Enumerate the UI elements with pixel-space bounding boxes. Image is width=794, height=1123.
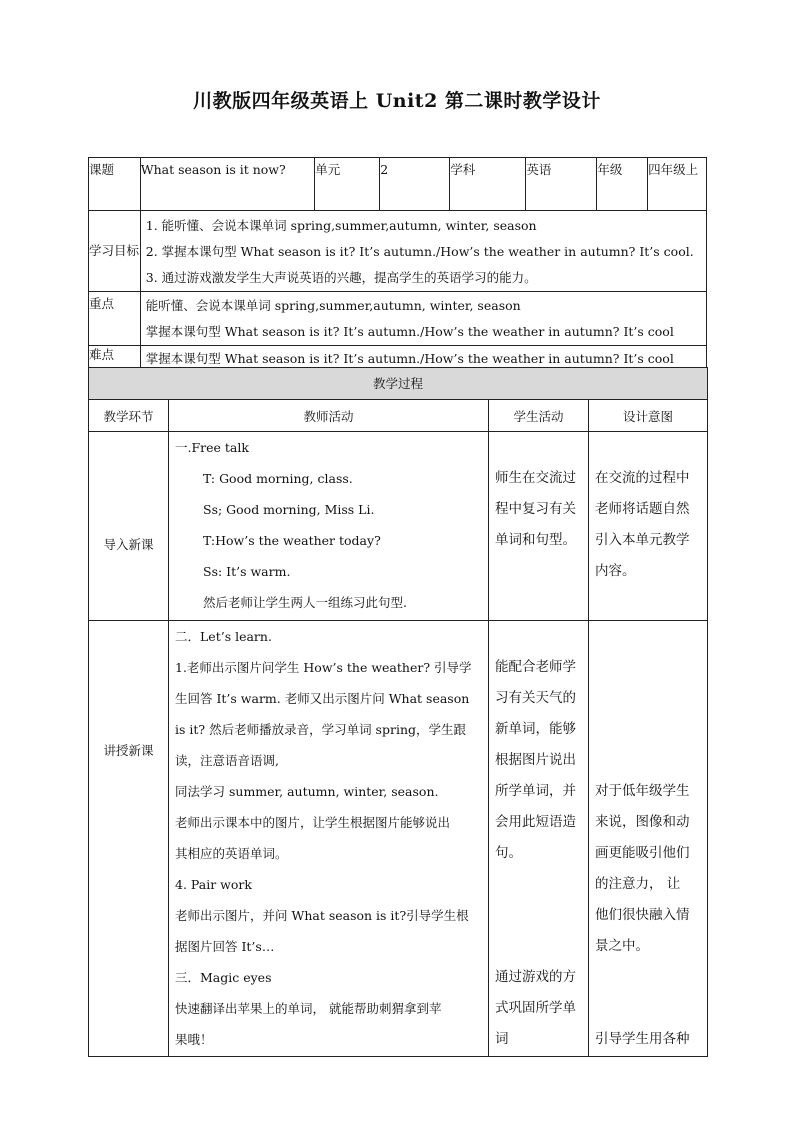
text-line: 同法学习 summer, autumn, winter, season. — [175, 784, 439, 799]
column-header: 教学环节 — [89, 400, 169, 432]
page-title: 川教版四年级英语上 Unit2 第二课时教学设计 — [193, 90, 601, 112]
text-line — [589, 745, 707, 776]
text-line — [589, 432, 707, 463]
student-activity — [489, 432, 589, 621]
goal-item: 2. 掌握本课句型 What season is it? It’s autumn./How’s the weather in autumn? It’s cool. — [145, 244, 694, 259]
text-line — [589, 652, 707, 683]
text-line: 师生在交流过 — [495, 470, 576, 486]
subject-label: 学科 — [450, 158, 526, 211]
text-line — [489, 621, 588, 652]
teacher-activity — [169, 432, 489, 621]
text-line: 其相应的英语单词。 — [175, 846, 288, 861]
text-line: Ss; Good morning, Miss Li. — [203, 502, 375, 517]
text-line: 引导学生用各种 — [595, 1031, 690, 1047]
text-line: 内容。 — [595, 563, 636, 579]
text-line: 词 — [495, 1031, 509, 1047]
process-header: 教学过程 — [89, 368, 708, 400]
topic-value: What season is it now? — [140, 158, 315, 211]
text-line: 引入本单元教学 — [595, 532, 690, 548]
text-line: 程中复习有关 — [495, 501, 576, 517]
key-points-label: 重点 — [89, 292, 141, 346]
text-line: 根据图片说出 — [495, 752, 576, 768]
text-line: 习有关天气的 — [495, 690, 576, 706]
table-row — [89, 432, 708, 621]
text-line — [489, 931, 588, 962]
difficulties-text: 掌握本课句型 What season is it? It’s autumn./How’s the weather in autumn? It’s cool — [145, 351, 674, 366]
text-line: 通过游戏的方 — [495, 969, 576, 985]
difficulties-label: 难点 — [89, 346, 141, 373]
text-line: 4. Pair work — [175, 877, 252, 892]
text-line: 式巩固所学单 — [495, 1000, 576, 1016]
text-line: 老师将话题自然 — [595, 501, 690, 517]
text-line: 1.老师出示图片问学生 How’s the weather? 引导学 — [175, 660, 472, 675]
design-intent — [589, 432, 708, 621]
text-line: 果哦！ — [175, 1032, 213, 1047]
subject-value: 英语 — [526, 158, 597, 211]
info-table — [88, 157, 707, 373]
text-line: 二．Let’s learn. — [175, 629, 272, 644]
text-line: 快速翻译出苹果上的单词， 就能帮助刺猬拿到苹 — [175, 1001, 442, 1016]
text-line: is it? 然后老师播放录音，学习单词 spring，学生跟 — [175, 722, 466, 737]
stage-cell: 导入新课 — [89, 432, 169, 621]
stage-cell: 讲授新课 — [89, 621, 169, 1057]
text-line — [489, 900, 588, 931]
column-header: 教师活动 — [169, 400, 489, 432]
text-line: T: Good morning, class. — [203, 471, 353, 486]
text-line: 来说，图像和动 — [595, 814, 690, 830]
table-row — [89, 621, 708, 1057]
column-header: 学生活动 — [489, 400, 589, 432]
text-line: 所学单词，并 — [495, 783, 576, 799]
text-line: 三．Magic eyes — [175, 970, 272, 985]
text-line: 老师出示课本中的图片，让学生根据图片能够说出 — [175, 815, 451, 830]
text-line: 单词和句型。 — [495, 532, 576, 548]
text-line: 据图片回答 It’s… — [175, 939, 275, 954]
text-line: 句。 — [495, 845, 522, 861]
text-line: 他们很快融入情 — [595, 907, 690, 923]
text-line: 生回答 It’s warm. 老师又出示图片问 What season — [175, 691, 470, 706]
text-line: 对于低年级学生 — [595, 783, 690, 799]
text-line — [589, 621, 707, 652]
text-line: 画更能吸引他们 — [595, 845, 690, 861]
design-intent — [589, 621, 708, 1057]
teacher-activity — [169, 621, 489, 1057]
topic-label: 课题 — [89, 158, 141, 211]
text-line: 新单词，能够 — [495, 721, 576, 737]
key-point-item: 能听懂、会说本课单词 spring,summer,autumn, winter, season — [145, 298, 521, 313]
unit-label: 单元 — [315, 158, 380, 211]
grade-value: 四年级上 — [648, 158, 707, 211]
text-line — [589, 962, 707, 993]
text-line: 在交流的过程中 — [595, 470, 690, 486]
goal-item: 3. 通过游戏激发学生大声说英语的兴趣，提高学生的英语学习的能力。 — [145, 270, 537, 285]
text-line: 然后老师让学生两人一组练习此句型. — [203, 595, 407, 610]
text-line: 景之中。 — [595, 938, 649, 954]
process-table — [88, 367, 708, 1057]
key-points-list — [140, 292, 706, 346]
text-line — [589, 993, 707, 1024]
text-line: 的注意力， 让 — [595, 876, 681, 892]
goal-item: 1. 能听懂、会说本课单词 spring,summer,autumn, winter, season — [145, 218, 537, 233]
text-line: 读，注意语音语调, — [175, 753, 279, 768]
unit-value: 2 — [380, 158, 450, 211]
text-line — [489, 869, 588, 900]
grade-label: 年级 — [597, 158, 648, 211]
text-line: 能配合老师学 — [495, 659, 576, 675]
text-line: T:How’s the weather today? — [203, 533, 381, 548]
student-activity — [489, 621, 589, 1057]
column-header: 设计意图 — [589, 400, 708, 432]
text-line — [489, 432, 588, 463]
text-line — [589, 683, 707, 714]
text-line: 会用此短语造 — [495, 814, 576, 830]
goals-label: 学习目标 — [89, 211, 141, 292]
text-line: 老师出示图片，并问 What season is it?引导学生根 — [175, 908, 469, 923]
text-line: 一.Free talk — [175, 440, 249, 455]
text-line — [589, 714, 707, 745]
goals-list — [140, 211, 706, 292]
text-line: Ss: It’s warm. — [203, 564, 291, 579]
key-point-item: 掌握本课句型 What season is it? It’s autumn./How’s the weather in autumn? It’s cool — [145, 324, 674, 339]
